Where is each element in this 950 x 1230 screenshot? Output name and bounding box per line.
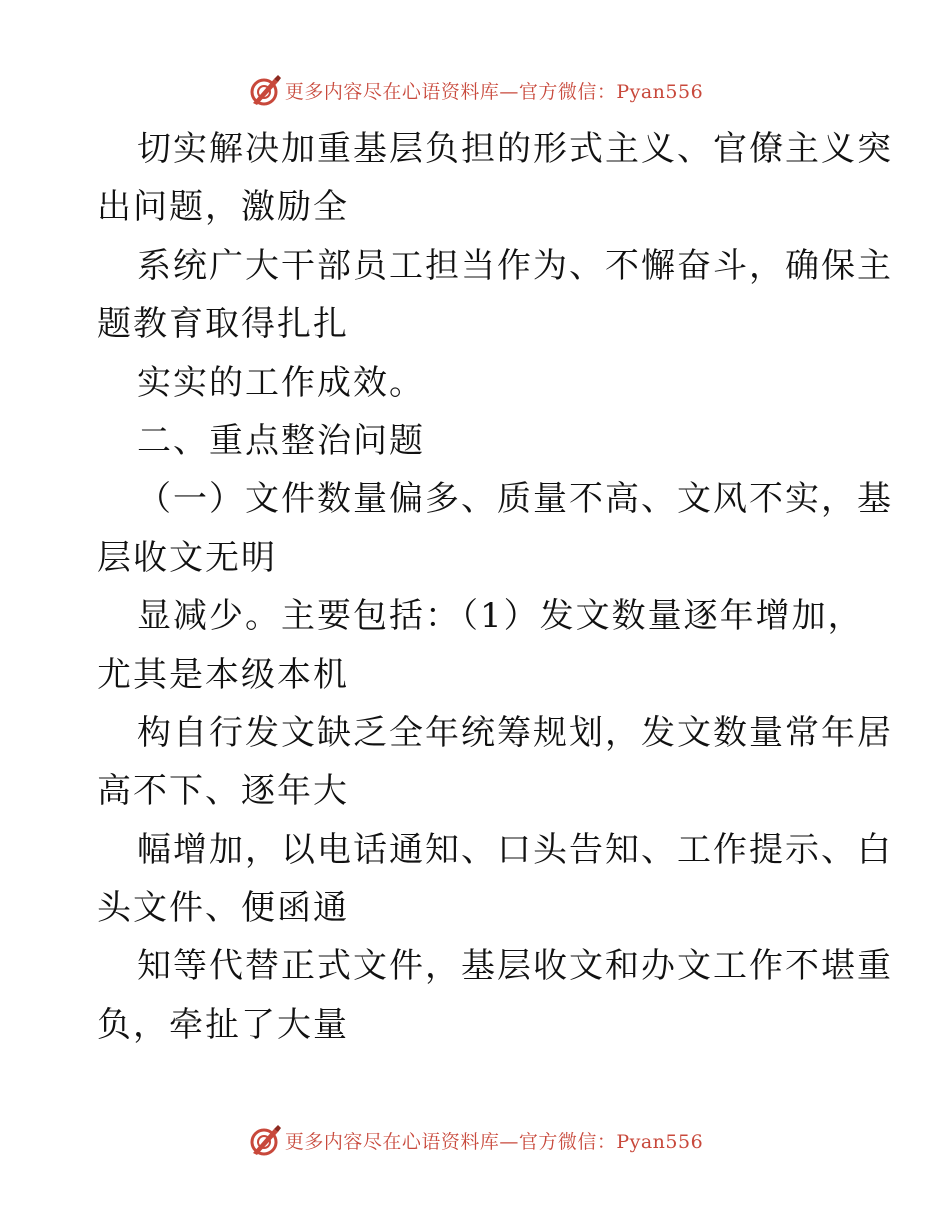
red-pen-logo-icon xyxy=(247,73,281,107)
footer-banner-inner xyxy=(247,1123,703,1157)
body-line: 知等代替正式文件，基层收文和办文工作不堪重 xyxy=(137,946,893,987)
body-line: 负，牵扯了大量 xyxy=(97,1004,349,1045)
body-line: 系统广大干部员工担当作为、不懈奋斗，确保主 xyxy=(137,245,893,286)
red-pen-logo-icon xyxy=(247,1123,281,1157)
body-line: 实实的工作成效。 xyxy=(137,362,425,403)
section-heading: 二、重点整治问题 xyxy=(137,420,425,461)
body-line: 尤其是本级本机 xyxy=(97,654,349,695)
body-line: （一）文件数量偏多、质量不高、文风不实，基 xyxy=(137,479,893,520)
body-line: 幅增加，以电话通知、口头告知、工作提示、白 xyxy=(137,829,893,870)
body-line: 显减少。主要包括：（1）发文数量逐年增加， xyxy=(137,596,864,637)
footer-banner xyxy=(0,1120,950,1160)
body-line: 层收文无明 xyxy=(97,537,277,578)
document-body xyxy=(97,120,893,1054)
body-line: 构自行发文缺乏全年统筹规划，发文数量常年居 xyxy=(137,712,893,753)
body-line: 切实解决加重基层负担的形式主义、官僚主义突 xyxy=(137,129,893,169)
body-line: 出问题，激励全 xyxy=(97,187,349,228)
header-banner-text: 更多内容尽在心语资料库—官方微信：Pyan556 xyxy=(284,80,704,103)
body-line: 题教育取得扎扎 xyxy=(97,304,349,345)
header-banner-inner xyxy=(247,73,703,107)
body-line: 高不下、逐年大 xyxy=(97,771,349,812)
header-banner xyxy=(0,70,950,110)
body-line: 头文件、便函通 xyxy=(97,888,349,929)
footer-banner-text: 更多内容尽在心语资料库—官方微信：Pyan556 xyxy=(284,1130,704,1153)
